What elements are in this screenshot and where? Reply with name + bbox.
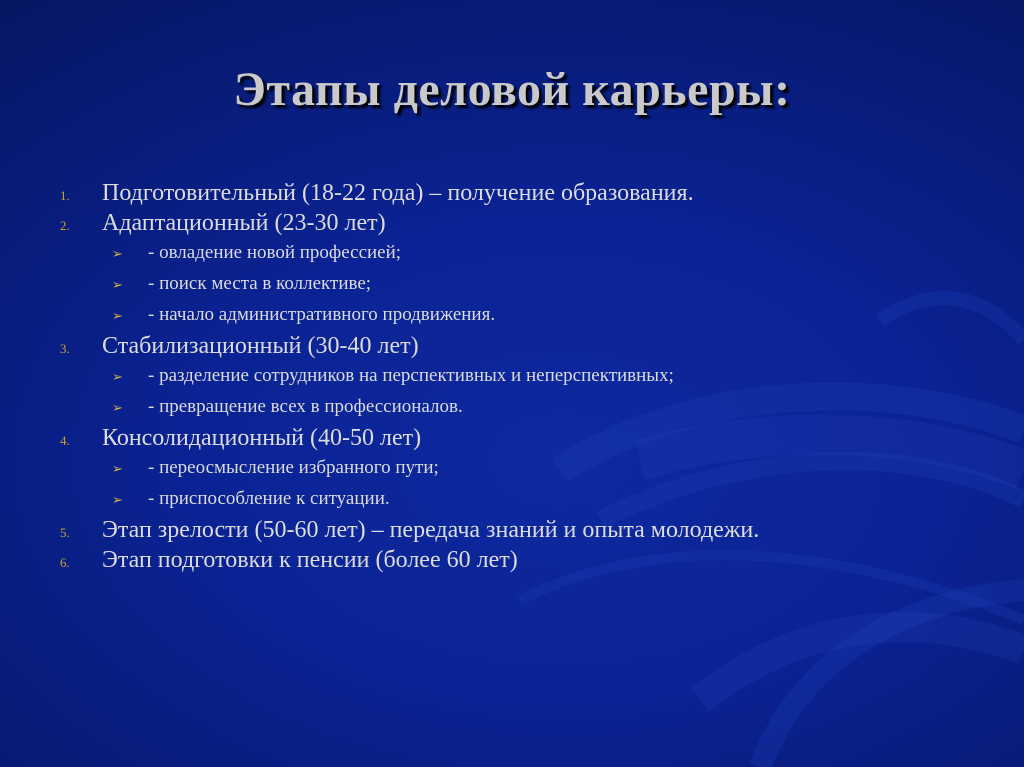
arrowhead-bullet-icon: ➢	[112, 246, 123, 261]
arrowhead-bullet-icon: ➢	[112, 369, 123, 384]
list-item-number: 5.	[60, 525, 70, 540]
sub-list-item-text: - овладение новой профессией;	[148, 242, 402, 263]
sub-list-item-text: - приспособление к ситуации.	[148, 488, 390, 509]
list-item	[60, 545, 980, 575]
sub-list-item-text: - превращение всех в профессионалов.	[148, 396, 463, 417]
slide-title: Этапы деловой карьеры:	[233, 63, 791, 116]
list-item-text: Стабилизационный (30-40 лет)	[102, 333, 419, 359]
list-item-number: 1.	[60, 188, 70, 203]
list-item	[60, 423, 980, 453]
sub-list-item	[60, 392, 980, 423]
sub-list-item-text: - начало административного продвижения.	[148, 304, 496, 325]
arrowhead-bullet-icon: ➢	[112, 400, 123, 415]
list-item-text: Консолидационный (40-50 лет)	[102, 425, 422, 451]
arrowhead-bullet-icon: ➢	[112, 308, 123, 323]
sub-list-item-text: - поиск места в коллективе;	[148, 273, 372, 294]
sub-list-item	[60, 300, 980, 331]
arrowhead-bullet-icon: ➢	[112, 461, 123, 476]
list-item-text: Подготовительный (18-22 года) – получение образования.	[102, 180, 694, 206]
career-stages-list	[60, 178, 980, 575]
sub-list-item-text: - разделение сотрудников на перспективных и неперспективных;	[148, 365, 674, 386]
list-item-number: 4.	[60, 433, 70, 448]
arrowhead-bullet-icon: ➢	[112, 277, 123, 292]
list-item	[60, 208, 980, 238]
sub-list-item	[60, 361, 980, 392]
list-item-number: 2.	[60, 218, 70, 233]
list-item-text: Адаптационный (23-30 лет)	[102, 210, 386, 236]
list-item-number: 6.	[60, 555, 70, 570]
list-item-text: Этап подготовки к пенсии (более 60 лет)	[102, 547, 518, 573]
list-item-text: Этап зрелости (50-60 лет) – передача знаний и опыта молодежи.	[102, 517, 760, 543]
sub-list-item-text: - переосмысление избранного пути;	[148, 457, 439, 478]
sub-list-item	[60, 453, 980, 484]
list-item	[60, 178, 980, 208]
sub-list-item	[60, 269, 980, 300]
list-item-number: 3.	[60, 341, 70, 356]
sub-list-item	[60, 484, 980, 515]
arrowhead-bullet-icon: ➢	[112, 492, 123, 507]
list-item	[60, 331, 980, 361]
sub-list-item	[60, 238, 980, 269]
list-item	[60, 515, 980, 545]
